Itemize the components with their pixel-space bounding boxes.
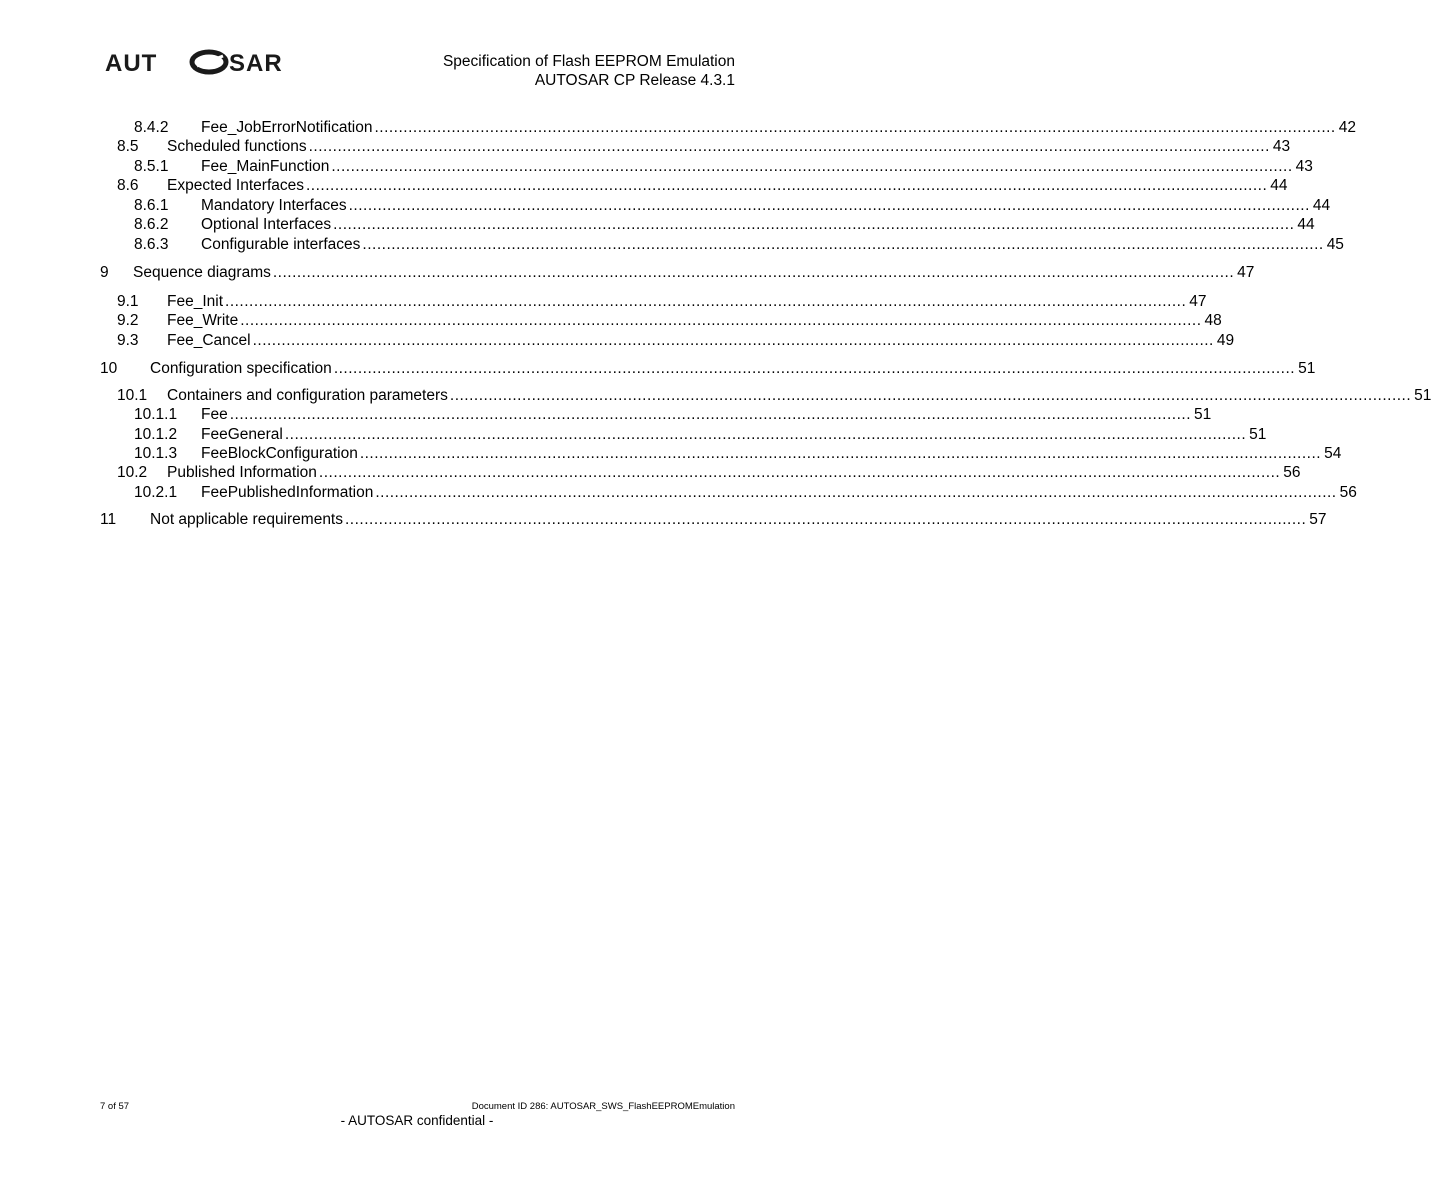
toc-entry-page: 42 <box>1338 119 1356 136</box>
toc-entry-title: Not applicable requirements <box>150 511 343 528</box>
toc-entry-number: 9.3 <box>117 332 139 349</box>
toc-entry-number: 9.2 <box>117 312 139 329</box>
toc-entry[interactable] <box>100 292 1207 312</box>
footer-page-number: 7 of 57 <box>100 1101 130 1112</box>
footer-document-id: Document ID 286: AUTOSAR_SWS_FlashEEPROMEmulation <box>471 1101 735 1112</box>
toc-entry-title: Fee_JobErrorNotification <box>201 119 373 136</box>
toc-entry-title: Mandatory Interfaces <box>201 197 347 214</box>
toc-entry[interactable] <box>100 137 1291 157</box>
toc-entry-number: 8.6.3 <box>134 236 169 253</box>
toc-entry-title: Containers and configuration parameters <box>167 387 448 404</box>
toc-entry-page: 49 <box>1216 332 1235 349</box>
toc-entry[interactable] <box>100 196 1331 216</box>
toc-entry[interactable] <box>100 386 1431 406</box>
toc-entry-page: 43 <box>1295 158 1313 175</box>
toc-dot-leader: ........................................................................................................................................................................................................ <box>252 332 1214 349</box>
toc-entry-page: 51 <box>1194 406 1212 423</box>
toc-entry[interactable] <box>100 311 1222 331</box>
toc-entry-page: 57 <box>1309 511 1327 528</box>
toc-entry-number: 8.6 <box>117 177 139 194</box>
toc-entry-page: 51 <box>1298 360 1316 377</box>
toc-entry-page: 51 <box>1414 387 1431 404</box>
toc-entry-number: 8.4.2 <box>134 119 169 136</box>
toc-entry-number: 10.1 <box>117 387 148 404</box>
toc-entry-number: 10.1.1 <box>134 406 178 423</box>
toc-entry-page: 56 <box>1283 464 1301 481</box>
toc-entry-number: 9.1 <box>117 293 139 310</box>
toc-entry[interactable] <box>100 483 1357 503</box>
toc-entry-page: 44 <box>1270 177 1288 194</box>
toc-entry-number: 10 <box>100 360 118 377</box>
toc-entry-number: 8.5 <box>117 138 139 155</box>
toc-entry[interactable] <box>100 359 1316 379</box>
toc-entry-title: Published Information <box>167 464 317 481</box>
toc-entry-number: 8.5.1 <box>134 158 169 175</box>
toc-entry-number: 8.6.1 <box>134 197 169 214</box>
toc-dot-leader: ........................................................................................................................................................................................................ <box>449 387 1412 404</box>
autosar-logo <box>105 50 329 77</box>
toc-dot-leader: ........................................................................................................................................................................................................ <box>374 119 1336 136</box>
toc-entry[interactable] <box>100 425 1267 445</box>
svg-text:AUT: AUT <box>105 50 158 77</box>
toc-entry-page: 54 <box>1324 445 1342 462</box>
toc-entry-page: 44 <box>1312 197 1331 214</box>
toc-entry-title: Fee_Cancel <box>167 332 251 349</box>
toc-entry[interactable] <box>100 157 1313 177</box>
toc-entry[interactable] <box>100 331 1235 351</box>
toc-entry-page: 48 <box>1204 312 1222 329</box>
toc-entry-number: 10.2 <box>117 464 148 481</box>
toc-dot-leader: ........................................................................................................................................................................................................ <box>284 426 1247 443</box>
header-title: Specification of Flash EEPROM Emulation <box>442 53 735 70</box>
toc-entry-title: Scheduled functions <box>167 138 307 155</box>
toc-entry-title: Expected Interfaces <box>167 177 304 194</box>
toc-dot-leader: ........................................................................................................................................................................................................ <box>308 138 1270 155</box>
toc-dot-leader: ........................................................................................................................................................................................................ <box>362 236 1324 253</box>
toc-entry[interactable] <box>100 176 1288 196</box>
toc-entry-number: 10.1.3 <box>134 445 178 462</box>
toc-entry-title: Sequence diagrams <box>133 264 271 281</box>
toc-dot-leader: ........................................................................................................................................................................................................ <box>225 293 1187 310</box>
toc-dot-leader: ........................................................................................................................................................................................................ <box>345 511 1307 528</box>
toc-entry-number: 10.1.2 <box>134 426 178 443</box>
toc-entry-title: FeePublishedInformation <box>201 484 374 501</box>
toc-entry-title: Fee <box>201 406 228 423</box>
toc-entry-title: Configuration specification <box>150 360 332 377</box>
toc-entry-page: 51 <box>1249 426 1267 443</box>
toc-entry-page: 44 <box>1297 216 1315 233</box>
header-release: AUTOSAR CP Release 4.3.1 <box>534 72 735 89</box>
toc-dot-leader: ........................................................................................................................................................................................................ <box>272 264 1235 281</box>
toc-entry-title: FeeBlockConfiguration <box>201 445 358 462</box>
toc-entry-title: Fee_MainFunction <box>201 158 330 175</box>
toc-entry-number: 10.2.1 <box>134 484 178 501</box>
toc-dot-leader: ........................................................................................................................................................................................................ <box>229 406 1191 423</box>
toc-entry[interactable] <box>100 405 1212 425</box>
toc-entry-page: 47 <box>1189 293 1207 310</box>
toc-dot-leader: ........................................................................................................................................................................................................ <box>333 360 1296 377</box>
toc-entry[interactable] <box>100 510 1327 530</box>
toc-entry[interactable] <box>100 444 1342 464</box>
toc-entry-number: 11 <box>100 511 117 528</box>
toc-entry-title: FeeGeneral <box>201 426 283 443</box>
toc-dot-leader: ........................................................................................................................................................................................................ <box>375 484 1337 501</box>
toc-entry-number: 9 <box>100 264 109 281</box>
toc-dot-leader: ........................................................................................................................................................................................................ <box>318 464 1281 481</box>
footer-confidential: - AUTOSAR confidential - <box>340 1113 494 1128</box>
toc-entry-title: Optional Interfaces <box>201 216 332 233</box>
toc-dot-leader: ........................................................................................................................................................................................................ <box>359 445 1322 462</box>
toc-dot-leader: ........................................................................................................................................................................................................ <box>348 197 1310 214</box>
toc-entry-title: Fee_Init <box>167 293 224 310</box>
toc-entry[interactable] <box>100 235 1344 255</box>
toc-dot-leader: ........................................................................................................................................................................................................ <box>306 177 1268 194</box>
toc-entry[interactable] <box>100 118 1356 138</box>
toc-dot-leader: ........................................................................................................................................................................................................ <box>331 158 1293 175</box>
toc-entry-number: 8.6.2 <box>134 216 169 233</box>
toc-entry[interactable] <box>100 463 1301 483</box>
toc-entry-page: 47 <box>1237 264 1255 281</box>
toc-entry-page: 56 <box>1339 484 1357 501</box>
toc-entry-page: 43 <box>1272 138 1291 155</box>
toc-dot-leader: ........................................................................................................................................................................................................ <box>333 216 1295 233</box>
svg-text:SAR: SAR <box>229 50 283 77</box>
toc-entry-title: Configurable interfaces <box>201 236 361 253</box>
toc-entry-title: Fee_Write <box>167 312 239 329</box>
toc-entry[interactable] <box>100 263 1255 283</box>
toc-entry[interactable] <box>100 215 1315 235</box>
toc-entry-page: 45 <box>1326 236 1344 253</box>
toc-dot-leader: ........................................................................................................................................................................................................ <box>240 312 1202 329</box>
